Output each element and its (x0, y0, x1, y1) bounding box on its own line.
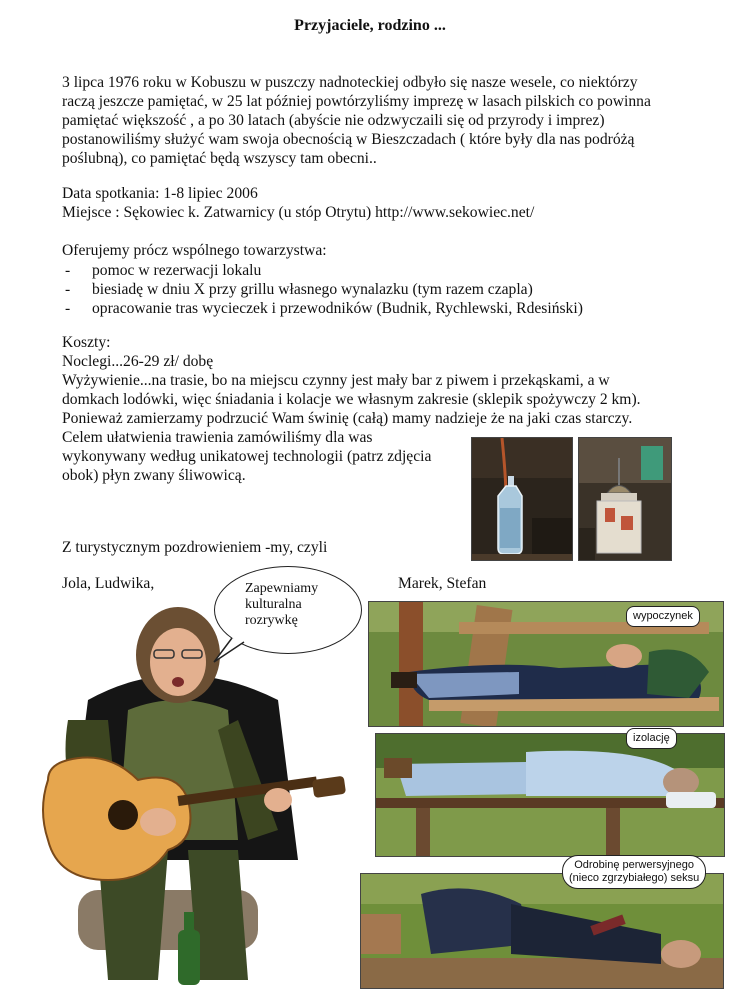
costs-line: Ponieważ zamierzamy podrzucić Wam świnię (całą) mamy nadzieje że na jaki czas starczy. (62, 410, 633, 427)
meeting-date: Data spotkania: 1-8 lipiec 2006 (62, 185, 258, 202)
list-item: - pomoc w rezerwacji lokalu (62, 261, 583, 280)
signature-right: Marek, Stefan (398, 575, 487, 592)
costs-line: obok) płyn zwany śliwowicą. (62, 467, 246, 484)
signature-left: Jola, Ludwika, (62, 575, 155, 592)
intro-line: raczą jeszcze pamiętać, w 25 lat później powtórzyliśmy imprezę w lasach pilskich co powinna (62, 93, 651, 110)
bubble-line: Zapewniamy (245, 581, 319, 596)
distilling-photo-1 (471, 437, 573, 561)
meeting-place: Miejsce : Sękowiec k. Zatwarnicy (u stóp Otrytu) http://www.sekowiec.net/ (62, 204, 535, 221)
costs-line: wykonywany według unikatowej technologii (patrz zdjęcia (62, 448, 432, 465)
costs-line: domkach lodówki, więc śniadania i kolacje we własnym zakresie (sklepik spożywczy 2 km). (62, 391, 641, 408)
intro-paragraph (62, 73, 651, 168)
distilling-photo-2 (578, 437, 672, 561)
bubble-line: (nieco zgrzybiałego) seksu (569, 872, 700, 884)
bubble-line: kulturalna (245, 597, 302, 612)
page-title: Przyjaciele, rodzino ... (294, 17, 446, 34)
list-bullet: - (65, 300, 71, 317)
offer-list (62, 261, 583, 318)
list-bullet: - (65, 281, 71, 298)
greeting: Z turystycznym pozdrowieniem -my, czyli (62, 539, 328, 556)
still-illustration (579, 438, 671, 560)
costs-heading: Koszty: (62, 334, 111, 351)
grass-photo (360, 873, 724, 989)
list-item: - biesiadę w dniu X przy grillu własnego wynalazku (tym razem czapla) (62, 280, 583, 299)
costs-line: Noclegi...26-29 zł/ dobę (62, 353, 214, 370)
singer-photo (28, 600, 358, 987)
bubble-tail (210, 636, 250, 666)
isolation-photo (375, 733, 725, 857)
bubble-line: rozrywkę (245, 613, 298, 628)
guitar-player-illustration (28, 600, 358, 987)
intro-line: pamiętać większość , a po 30 latach (abyście nie odzwyczaili się od przyrody i imprez) (62, 112, 605, 129)
lying-man-illustration (361, 874, 723, 988)
list-item: - opracowanie tras wycieczek i przewodników (Budnik, Rychlewski, Rdesiński) (62, 299, 583, 318)
speech-bubble-rest: wypoczynek (626, 606, 700, 627)
meeting-info (62, 184, 534, 222)
speech-bubble-isolation: izolację (626, 728, 677, 749)
intro-line: postanowiliśmy służyć wam swoja obecnością w Bieszczadach ( które były dla nas podróżą (62, 131, 635, 148)
costs-line: Celem ułatwienia trawienia zamówiliśmy dla was (62, 429, 373, 446)
sleeping-man-illustration (376, 734, 724, 856)
costs-line: Wyżywienie...na trasie, bo na miejscu czynny jest mały bar z piwem i przekąskami, a w (62, 372, 610, 389)
list-bullet: - (65, 262, 71, 279)
bottle-illustration (472, 438, 572, 560)
intro-line: 3 lipca 1976 roku w Kobuszu w puszczy nadnoteckiej odbyło się nasze wesele, co niektórzy (62, 74, 638, 91)
offer-heading: Oferujemy prócz wspólnego towarzystwa: (62, 242, 327, 259)
bubble-line: Odrobinę perwersyjnego (574, 859, 695, 871)
speech-bubble-bottom (562, 855, 706, 889)
intro-line: poślubną), co pamiętać będą wszyscy tam obecni.. (62, 150, 377, 167)
